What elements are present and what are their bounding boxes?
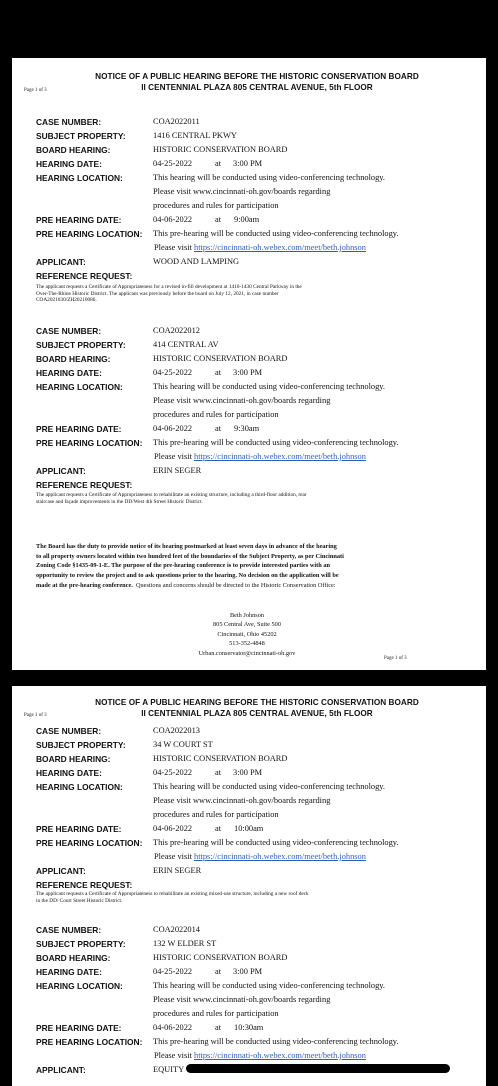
- hearing-location-label: HEARING LOCATION:: [36, 981, 123, 991]
- applicant-label: APPLICANT:: [36, 866, 86, 876]
- hearing-location-line: This hearing will be conducted using video-conferencing technology.: [153, 382, 386, 391]
- subject-property-value: 132 W ELDER ST: [153, 939, 217, 948]
- board-hearing-label: BOARD HEARING:: [36, 953, 111, 963]
- contact-address: 805 Central Ave, Suite 500: [213, 621, 281, 629]
- board-hearing-value: HISTORIC CONSERVATION BOARD: [153, 354, 288, 363]
- hearing-location-line: Please visit www.cincinnati-oh.gov/boards regarding: [153, 396, 331, 405]
- hearing-location-line: Please visit www.cincinnati-oh.gov/boards regarding: [153, 187, 331, 196]
- hearing-location-line: This hearing will be conducted using video-conferencing technology.: [153, 173, 386, 182]
- page-number: Page 1 of 3: [24, 713, 47, 718]
- pre-hearing-visit-text: Please visit: [154, 852, 192, 861]
- pre-hearing-at: at: [215, 1023, 222, 1032]
- pre-hearing-time: 10:30am: [234, 1023, 264, 1032]
- applicant-value: ERIN SEGER: [153, 866, 202, 875]
- reference-line: in the DD/ Court Street Historic District.: [36, 897, 123, 904]
- reference-line: The applicant requests a Certificate of Appropriateness for a revised in-fill development at 1416-1430 Central Parkway in the: [36, 284, 302, 290]
- notice-page-1: [12, 58, 486, 670]
- applicant-label: APPLICANT:: [36, 466, 86, 476]
- hearing-location-line: Please visit www.cincinnati-oh.gov/boards regarding: [153, 995, 331, 1004]
- pre-hearing-location-label: PRE HEARING LOCATION:: [36, 838, 143, 848]
- hearing-location-label: HEARING LOCATION:: [36, 782, 123, 792]
- notice-paragraph: [36, 542, 468, 591]
- pre-hearing-date-label: PRE HEARING DATE:: [36, 1023, 122, 1033]
- hearing-time: 3:00 PM: [233, 768, 263, 777]
- reference-line: The applicant requests a Certificate of Appropriateness to rehabilitate an existing structure, including a third-floor addition, rear: [36, 492, 307, 498]
- contact-block: [172, 611, 322, 658]
- board-hearing-value: HISTORIC CONSERVATION BOARD: [153, 953, 288, 962]
- reference-request-text: [36, 891, 456, 904]
- reference-line: staircase and façade improvements in the DD/West 4th Street Historic District.: [36, 498, 203, 505]
- subject-property-label: SUBJECT PROPERTY:: [36, 340, 126, 350]
- hearing-location-line: procedures and rules for participation: [153, 810, 279, 819]
- reference-request-label: REFERENCE REQUEST:: [36, 480, 133, 490]
- notice-header: [48, 71, 466, 93]
- notice-line: made at the pre-hearing conference.: [36, 581, 133, 589]
- pre-hearing-visit: [154, 1049, 366, 1063]
- case-number-value: COA2022011: [153, 117, 200, 126]
- redaction-bar: [186, 1064, 450, 1073]
- pre-hearing-at: at: [215, 824, 222, 833]
- contact-phone: 513-352-4848: [229, 640, 265, 648]
- pre-hearing-visit-text: Please visit: [154, 1051, 192, 1060]
- pre-hearing-at: at: [215, 424, 222, 433]
- subject-property-value: 1416 CENTRAL PKWY: [153, 131, 237, 140]
- pre-hearing-visit: [154, 850, 366, 864]
- pre-hearing-visit-text: Please visit: [154, 243, 192, 252]
- hearing-location-label: HEARING LOCATION:: [36, 382, 123, 392]
- header-address: II CENTENNIAL PLAZA 805 CENTRAL AVENUE, 5th FLOOR: [141, 83, 373, 92]
- pre-hearing-location-line: This pre-hearing will be conducted using video-conferencing technology.: [153, 1037, 399, 1046]
- footer-page-number: Page 1 of 3: [384, 656, 407, 661]
- case-number-value: COA2022012: [153, 326, 200, 335]
- subject-property-label: SUBJECT PROPERTY:: [36, 939, 126, 949]
- pre-hearing-location-line: This pre-hearing will be conducted using video-conferencing technology.: [153, 229, 399, 238]
- reference-request-label: REFERENCE REQUEST:: [36, 271, 133, 281]
- webex-link[interactable]: https://cincinnati-oh.webex.com/meet/beth.johnson: [194, 1051, 366, 1060]
- hearing-date-label: HEARING DATE:: [36, 967, 102, 977]
- pre-hearing-visit: [154, 241, 366, 255]
- case-number-label: CASE NUMBER:: [36, 925, 102, 935]
- notice-line: to all property owners located within two hundred feet of the boundaries of the Subject Property, as per Cincinnati: [36, 552, 344, 560]
- pre-hearing-time: 9:30am: [234, 424, 260, 433]
- pre-hearing-date-label: PRE HEARING DATE:: [36, 424, 122, 434]
- hearing-location-label: HEARING LOCATION:: [36, 173, 123, 183]
- header-title: NOTICE OF A PUBLIC HEARING BEFORE THE HISTORIC CONSERVATION BOARD: [95, 72, 419, 81]
- subject-property-label: SUBJECT PROPERTY:: [36, 740, 126, 750]
- pre-hearing-location-label: PRE HEARING LOCATION:: [36, 229, 143, 239]
- hearing-location-line: This hearing will be conducted using video-conferencing technology.: [153, 981, 386, 990]
- pre-hearing-date-value: 04-06-2022: [153, 215, 193, 224]
- subject-property-value: 34 W COURT ST: [153, 740, 213, 749]
- pre-hearing-time: 10:00am: [234, 824, 264, 833]
- reference-request-text: [36, 284, 456, 304]
- case-number-value: COA2022013: [153, 726, 200, 735]
- hearing-date-label: HEARING DATE:: [36, 368, 102, 378]
- reference-line: Over-The-Rhine Historic District. The applicant was previously before the board on July 12, 2021, in case number: [36, 290, 279, 297]
- hearing-at: at: [215, 159, 222, 168]
- header-address: II CENTENNIAL PLAZA 805 CENTRAL AVENUE, 5th FLOOR: [141, 709, 373, 718]
- page-number: Page 1 of 3: [24, 88, 47, 93]
- pre-hearing-date-value: 04-06-2022: [153, 824, 193, 833]
- applicant-label: APPLICANT:: [36, 1065, 86, 1075]
- notice-line: opportunity to review the project and to ask questions prior to the hearing. No decision on the application will be: [36, 572, 339, 580]
- hearing-at: at: [215, 967, 222, 976]
- board-hearing-value: HISTORIC CONSERVATION BOARD: [153, 754, 288, 763]
- board-hearing-value: HISTORIC CONSERVATION BOARD: [153, 145, 288, 154]
- board-hearing-label: BOARD HEARING:: [36, 145, 111, 155]
- hearing-date-value: 04-25-2022: [153, 368, 193, 377]
- reference-line: COA2021030/ZH20210086.: [36, 297, 97, 304]
- contact-email[interactable]: Urban.conservator@cincinnati-oh.gov: [198, 649, 296, 657]
- webex-link[interactable]: https://cincinnati-oh.webex.com/meet/beth.johnson: [194, 243, 366, 252]
- webex-link[interactable]: https://cincinnati-oh.webex.com/meet/beth.johnson: [194, 852, 366, 861]
- notice-page-2: [12, 686, 486, 1086]
- case-number-label: CASE NUMBER:: [36, 726, 102, 736]
- case-number-label: CASE NUMBER:: [36, 117, 102, 127]
- pre-hearing-visit: [154, 450, 366, 464]
- subject-property-value: 414 CENTRAL AV: [153, 340, 219, 349]
- reference-request-label: REFERENCE REQUEST:: [36, 880, 133, 890]
- hearing-date-label: HEARING DATE:: [36, 159, 102, 169]
- hearing-location-line: This hearing will be conducted using video-conferencing technology.: [153, 782, 386, 791]
- pre-hearing-at: at: [215, 215, 222, 224]
- pre-hearing-date-label: PRE HEARING DATE:: [36, 215, 122, 225]
- applicant-value: WOOD AND LAMPING: [153, 257, 240, 266]
- pre-hearing-date-value: 04-06-2022: [153, 1023, 193, 1032]
- applicant-value: EQUITY: [153, 1065, 185, 1074]
- hearing-location-line: procedures and rules for participation: [153, 410, 279, 419]
- pre-hearing-date-label: PRE HEARING DATE:: [36, 824, 122, 834]
- hearing-date-value: 04-25-2022: [153, 967, 193, 976]
- webex-link[interactable]: https://cincinnati-oh.webex.com/meet/beth.johnson: [194, 452, 366, 461]
- notice-line: Questions and concerns should be directed to the Historic Conservation Office:: [135, 581, 336, 589]
- pre-hearing-location-label: PRE HEARING LOCATION:: [36, 438, 143, 448]
- contact-name: Beth Johnson: [229, 612, 265, 619]
- hearing-location-line: Please visit www.cincinnati-oh.gov/boards regarding: [153, 796, 331, 805]
- hearing-time: 3:00 PM: [233, 967, 263, 976]
- hearing-at: at: [215, 368, 222, 377]
- hearing-location-line: procedures and rules for participation: [153, 201, 279, 210]
- reference-request-text: [36, 492, 456, 505]
- board-hearing-label: BOARD HEARING:: [36, 354, 111, 364]
- pre-hearing-visit-text: Please visit: [154, 452, 192, 461]
- notice-header: [48, 697, 466, 719]
- hearing-date-label: HEARING DATE:: [36, 768, 102, 778]
- contact-city: Cincinnati, Ohio 45202: [217, 630, 277, 638]
- hearing-time: 3:00 PM: [233, 159, 263, 168]
- subject-property-label: SUBJECT PROPERTY:: [36, 131, 126, 141]
- case-number-label: CASE NUMBER:: [36, 326, 102, 336]
- pre-hearing-time: 9:00am: [234, 215, 260, 224]
- hearing-date-value: 04-25-2022: [153, 768, 193, 777]
- pre-hearing-location-line: This pre-hearing will be conducted using video-conferencing technology.: [153, 438, 399, 447]
- applicant-value: ERIN SEGER: [153, 466, 202, 475]
- hearing-at: at: [215, 768, 222, 777]
- hearing-location-line: procedures and rules for participation: [153, 1009, 279, 1018]
- hearing-date-value: 04-25-2022: [153, 159, 193, 168]
- applicant-label: APPLICANT:: [36, 257, 86, 267]
- pre-hearing-location-line: This pre-hearing will be conducted using video-conferencing technology.: [153, 838, 399, 847]
- pre-hearing-date-value: 04-06-2022: [153, 424, 193, 433]
- notice-line: Zoning Code §1435-09-1-E. The purpose of the pre-hearing conference is to provide interested parties with an: [36, 562, 330, 570]
- pre-hearing-location-label: PRE HEARING LOCATION:: [36, 1037, 143, 1047]
- hearing-time: 3:00 PM: [233, 368, 263, 377]
- case-number-value: COA2022014: [153, 925, 200, 934]
- reference-line: The applicant requests a Certificate of Appropriateness to rehabilitate an existing mixed-use structure, including a new roof deck: [36, 891, 309, 897]
- header-title: NOTICE OF A PUBLIC HEARING BEFORE THE HISTORIC CONSERVATION BOARD: [95, 698, 419, 707]
- notice-line: The Board has the duty to provide notice of its hearing postmarked at least seven days in advance of the hearing: [36, 543, 337, 550]
- board-hearing-label: BOARD HEARING:: [36, 754, 111, 764]
